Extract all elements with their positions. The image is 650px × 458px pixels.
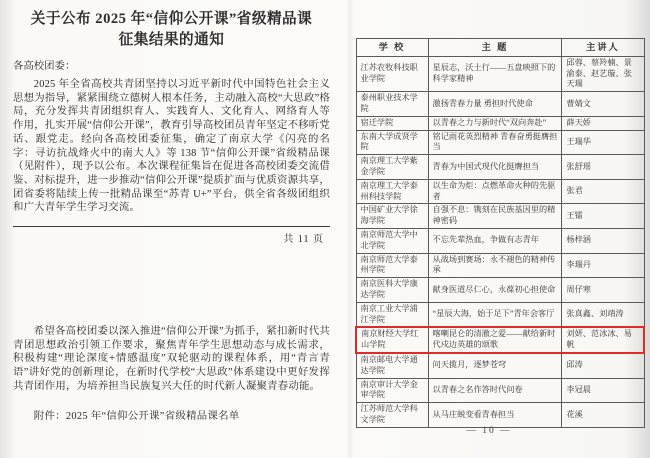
course-table	[355, 38, 645, 428]
school-cell: 南京邮电大学通达学院	[356, 353, 428, 378]
school-cell: 南京理工大学泰州科技学院	[356, 179, 428, 204]
school-cell: 南京工业大学浦江学院	[356, 302, 428, 327]
table-row	[356, 378, 644, 403]
attachment-line: 附件：2025 年“信仰公开课”省级精品课名单	[33, 410, 240, 422]
table-row	[356, 56, 644, 91]
school-cell: 东南大学成贤学院	[356, 130, 428, 155]
speaker-cell: 邱涛	[562, 353, 644, 378]
speaker-cell: 张君	[562, 179, 644, 204]
school-cell: 江苏农牧科技职业学院	[356, 56, 428, 91]
topic-cell: 以生命为炬：点燃革命火种的先驱者	[428, 179, 562, 204]
school-cell: 江苏师范大学科文学院	[356, 403, 428, 428]
table-row	[356, 204, 644, 229]
topic-cell: 不忘先辈热血，争做有志青年	[428, 228, 562, 253]
table-row	[356, 403, 644, 428]
course-table-body	[356, 56, 644, 427]
school-cell: 宿迁学院	[356, 116, 428, 130]
topic-cell: 星辰志，沃土行——五盘映照下的科学家精神	[428, 56, 562, 91]
header-speaker: 主讲人	[562, 39, 644, 57]
school-cell: 南京师范大学中北学院	[356, 228, 428, 253]
topic-cell: 献身医道尽仁心，永葆初心担使命	[428, 278, 562, 303]
table-row	[356, 302, 644, 327]
school-cell: 南京医科大学康达学院	[356, 278, 428, 303]
total-pages-label: 共 11 页	[283, 234, 324, 246]
table-row	[356, 253, 644, 278]
speaker-cell: 王镭	[562, 204, 644, 229]
topic-cell: 从战场到赛场：永不褪色的精神传承	[428, 253, 562, 278]
table-row	[356, 228, 644, 253]
speaker-cell: 杨梓涵	[562, 228, 644, 253]
school-cell: 泰州职业技术学院	[356, 92, 428, 117]
topic-cell: “星辰大海，始于足下”青年会客厅	[428, 302, 562, 327]
table-row	[356, 116, 644, 130]
speaker-cell: 李瑞丹	[562, 253, 644, 278]
speaker-cell: 周仔寒	[562, 278, 644, 303]
school-cell: 南京财经大学红山学院	[356, 327, 428, 353]
table-row	[356, 353, 644, 378]
salutation: 各高校团委：	[13, 61, 76, 72]
table-header-row	[356, 39, 644, 57]
speaker-cell: 刘妍、范冰冰、易帆	[562, 327, 644, 353]
topic-cell: 以青春之名作答时代问卷	[428, 378, 562, 403]
topic-cell: 铭记雨花英烈精神 青春奋勇挺膺担当	[428, 130, 562, 155]
speaker-cell: 王瑞华	[562, 130, 644, 155]
topic-cell: 从马庄蜕变看青春担当	[428, 403, 562, 428]
speaker-cell: 张舒瑶	[562, 155, 644, 180]
notice-title-line2: 征集结果的通知	[118, 32, 225, 48]
school-cell: 中国矿业大学徐海学院	[356, 204, 428, 229]
topic-cell: 激扬青春力量 勇担时代使命	[428, 92, 562, 117]
topic-cell: 以青春之力与新时代“双向奔赴”	[428, 116, 562, 130]
table-row	[356, 130, 644, 155]
speaker-cell: 曹婧文	[562, 92, 644, 117]
topic-cell: 问天揽月，逐梦苍穹	[428, 353, 562, 378]
topic-cell: 喀喇昆仑的清澈之爱——献给新时代戍边英雄的颂歌	[428, 327, 562, 353]
table-row	[356, 179, 644, 204]
page-number: — 10 —	[466, 426, 512, 436]
notice-paragraph-1: 2025 年全省高校共青团坚持以习近平新时代中国特色社会主义思想为指导，紧紧围绕立德树人根本任务，主动融入高校“大思政”格局，充分发挥共青团组织育人、实践育人、文化育人、网络育人等作用，扎实开展“信仰公开课”，教育引导高校团员青年坚定不移听党话、跟党走。经向各高校团委征集，确定了南京大学《闪亮的名字：寻访抗战烽火中的南大人》等 138 节“信仰公开课”省级精品课（见附件），现予以公布。本次课程征集旨在促进各高校团委交流借鉴、对标提升，进一步推动“信仰公开课”提质扩面与优质资源共享，团省委将陆续上传一批精品课至“苏青 U+”平台，供全省各级团组织和广大青年学生学习交流。	[13, 79, 330, 214]
table-row-highlighted	[356, 327, 644, 353]
speaker-cell: 李冠晨	[562, 378, 644, 403]
school-cell: 南京理工大学紫金学院	[356, 155, 428, 180]
table-row	[356, 278, 644, 303]
course-list-page	[348, 0, 650, 458]
topic-cell: 青春为中国式现代化挺膺担当	[428, 155, 562, 180]
speaker-cell: 张真鑫、刘靖涛	[562, 302, 644, 327]
table-row	[356, 92, 644, 117]
school-cell: 南京师范大学泰州学院	[356, 253, 428, 278]
header-school: 学 校	[356, 39, 428, 57]
speaker-cell: 薛天娇	[562, 116, 644, 130]
topic-cell: 自强不息：镌刻在民族基因里的精神密码	[428, 204, 562, 229]
header-topic: 主 题	[428, 39, 562, 57]
speaker-cell: 花溪	[562, 403, 644, 428]
speaker-cell: 邱蓉、蔡羚楠、景渝泰、赵艺璇、张天瑞	[562, 56, 644, 91]
notice-title	[13, 9, 330, 51]
notice-paragraph-2: 希望各高校团委以深入推进“信仰公开课”为抓手，紧扣新时代共青团思想政治引领工作要求，聚焦青年学生思想动态与成长需求，积极构建“理论深度+情感温度”双轮驱动的课程体系，用“青言青语”讲好党的创新理论，在新时代学校“大思政”体系建设中更好发挥共青团作用，为培养担当民族复兴大任的时代新人凝聚青春动能。	[13, 326, 330, 392]
notice-title-line1: 关于公布 2025 年“信仰公开课”省级精品课	[30, 11, 313, 27]
table-row	[356, 155, 644, 180]
school-cell: 南京审计大学金审学院	[356, 378, 428, 403]
